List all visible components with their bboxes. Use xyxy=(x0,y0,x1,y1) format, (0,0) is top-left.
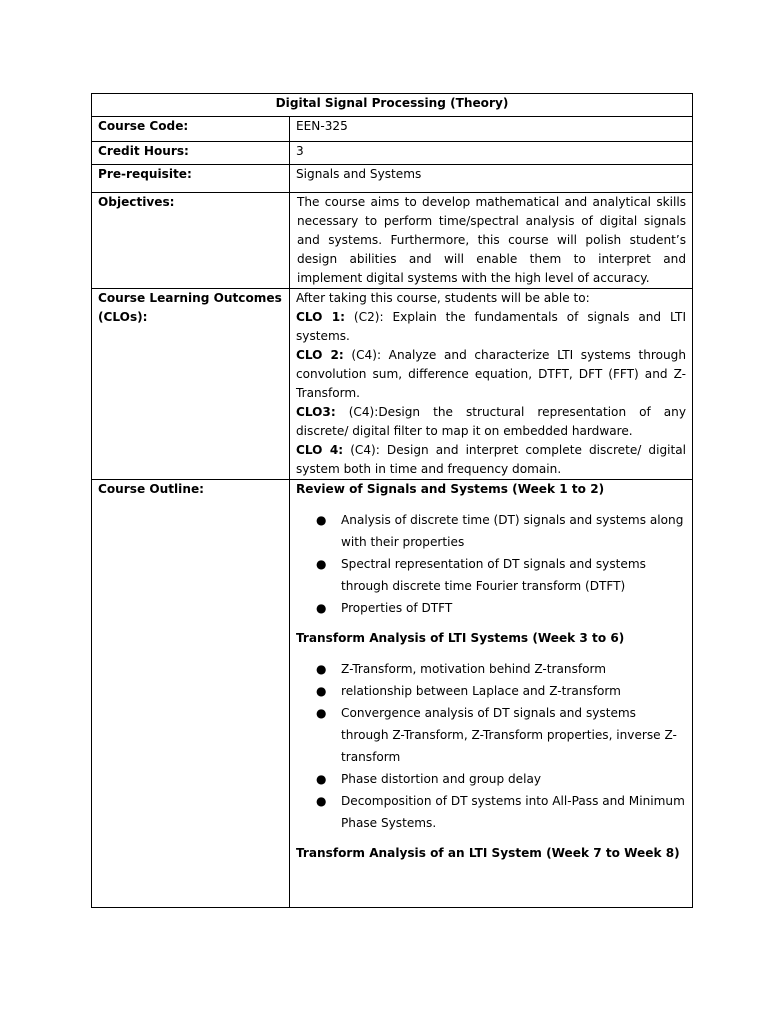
clo-text: (C4): Design and interpret complete discrete/ digital system both in time and frequency domain. xyxy=(296,443,687,476)
course-code-value: EEN-325 xyxy=(290,117,693,142)
clo-item xyxy=(296,403,686,441)
list-item-text: relationship between Laplace and Z-transform xyxy=(341,684,621,698)
clo-row xyxy=(92,289,693,480)
clo-item xyxy=(296,346,686,403)
outline-section-heading: Transform Analysis of an LTI System (Week 7 to Week 8) xyxy=(296,846,680,860)
clo-code: CLO 4: xyxy=(296,443,344,457)
course-syllabus-table xyxy=(91,93,693,908)
clo-text: (C4): Analyze and characterize LTI systems through convolution sum, difference equation, DTFT, DFT (FFT) and Z-Transform. xyxy=(296,348,687,400)
clo-text: (C4):Design the structural representation of any discrete/ digital filter to map it on embedded hardware. xyxy=(296,405,687,438)
course-outline-label: Course Outline: xyxy=(92,480,290,908)
bullet-icon: ● xyxy=(316,662,327,676)
prerequisite-value: Signals and Systems xyxy=(290,165,693,193)
clo-item xyxy=(296,308,686,346)
clo-code: CLO3: xyxy=(296,405,336,419)
list-item-text: Convergence analysis of DT signals and systems through Z-Transform, Z-Transform properties, inverse Z-transform xyxy=(341,706,677,764)
list-item xyxy=(316,553,686,597)
title-row xyxy=(92,94,693,117)
list-item-text: Spectral representation of DT signals and systems through discrete time Fourier transform (DTFT) xyxy=(341,557,646,593)
clo-text: (C2): Explain the fundamentals of signals and LTI systems. xyxy=(296,310,687,343)
bullet-icon: ● xyxy=(316,513,327,527)
clo-item xyxy=(296,441,686,479)
course-outline-content xyxy=(290,480,693,908)
bullet-icon: ● xyxy=(316,794,327,808)
clo-code: CLO 2: xyxy=(296,348,344,362)
course-code-row xyxy=(92,117,693,142)
prerequisite-label: Pre-requisite: xyxy=(92,165,290,193)
bullet-icon: ● xyxy=(316,706,327,720)
course-code-label: Course Code: xyxy=(92,117,290,142)
clo-label: Course Learning Outcomes (CLOs): xyxy=(92,289,290,480)
objectives-label: Objectives: xyxy=(92,193,290,289)
clo-code: CLO 1: xyxy=(296,310,345,324)
course-title: Digital Signal Processing (Theory) xyxy=(92,94,693,117)
bullet-icon: ● xyxy=(316,557,327,571)
list-item-text: Z-Transform, motivation behind Z-transform xyxy=(341,662,607,676)
clo-intro: After taking this course, students will be able to: xyxy=(296,291,590,305)
credit-hours-value: 3 xyxy=(290,142,693,165)
list-item xyxy=(316,768,686,790)
list-item xyxy=(316,790,686,834)
list-item-text: Properties of DTFT xyxy=(341,601,453,615)
list-item xyxy=(316,658,686,680)
list-item-text: Phase distortion and group delay xyxy=(341,772,542,786)
credit-hours-label: Credit Hours: xyxy=(92,142,290,165)
outline-bullet-list xyxy=(296,509,686,619)
objectives-row xyxy=(92,193,693,289)
list-item xyxy=(316,680,686,702)
bullet-icon: ● xyxy=(316,684,327,698)
bullet-icon: ● xyxy=(316,772,327,786)
objectives-text: The course aims to develop mathematical and analytical skills necessary to perform time/spectral analysis of digital signals and systems. Furthermore, this course will polish student’s design abilities and will enable them to interpret and implement digital systems with the high level of accuracy. xyxy=(290,193,693,289)
bullet-icon: ● xyxy=(316,601,327,615)
credit-hours-row xyxy=(92,142,693,165)
course-outline-row xyxy=(92,480,693,908)
list-item-text: Decomposition of DT systems into All-Pass and Minimum Phase Systems. xyxy=(341,794,685,830)
outline-section-heading: Review of Signals and Systems (Week 1 to 2) xyxy=(296,482,605,496)
list-item-text: Analysis of discrete time (DT) signals and systems along with their properties xyxy=(341,513,684,549)
prerequisite-row xyxy=(92,165,693,193)
list-item xyxy=(316,597,686,619)
list-item xyxy=(316,509,686,553)
outline-section-heading: Transform Analysis of LTI Systems (Week 3 to 6) xyxy=(296,631,625,645)
clo-content xyxy=(290,289,693,480)
list-item xyxy=(316,702,686,768)
outline-bullet-list xyxy=(296,658,686,834)
